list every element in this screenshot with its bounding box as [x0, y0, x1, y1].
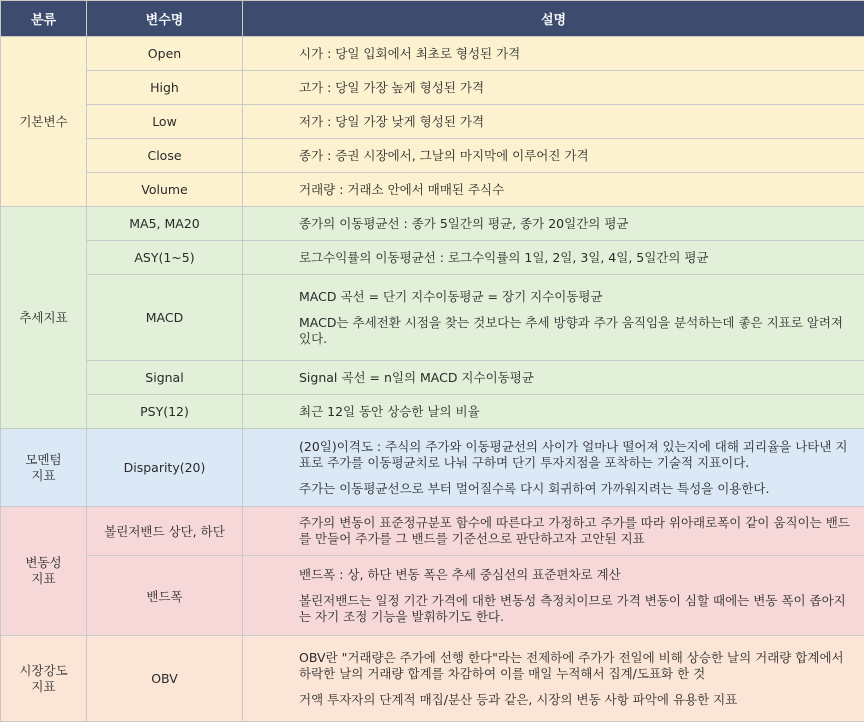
- variable-cell: Low: [87, 105, 243, 139]
- category-line: 시장강도: [19, 662, 68, 678]
- variable-cell: Open: [87, 37, 243, 71]
- description-line: 밴드폭 : 상, 하단 변동 폭은 추세 중심선의 표준편차로 계산: [299, 566, 621, 582]
- description-line: OBV란 "거래량은 주가에 선행 한다"라는 전제하에 주가가 전일에 비해 상승한 날의 거래량 합계에서 하락한 날의 거래량 합계를 차감하여 이를 매일 누적해서 집계/도표화 한 것: [299, 649, 844, 681]
- table-header: [1, 1, 864, 37]
- category-strength: [1, 636, 87, 722]
- description-line: 주가는 이동평균선으로 부터 멀어질수록 다시 회귀하여 가까워지려는 특성을 이용한다.: [299, 480, 770, 496]
- header-variable: 변수명: [87, 1, 243, 37]
- category-momentum: [1, 429, 87, 507]
- table-row: [1, 105, 864, 139]
- table-row: [1, 556, 864, 636]
- category-line: 지표: [31, 467, 56, 483]
- category-line: 변동성: [25, 555, 62, 570]
- table-row: [1, 395, 864, 429]
- table-row: [1, 37, 864, 71]
- header-description: 설명: [243, 1, 864, 37]
- variable-cell: ASY(1~5): [87, 241, 243, 275]
- description-cell: [243, 636, 864, 722]
- variable-cell: Volume: [87, 173, 243, 207]
- description-cell: 종가의 이동평균선 : 종가 5일간의 평균, 종가 20일간의 평균: [243, 207, 864, 241]
- category-trend: 추세지표: [1, 207, 87, 429]
- table-row: [1, 361, 864, 395]
- category-line: 지표: [31, 571, 56, 586]
- table-row: [1, 241, 864, 275]
- table-row: [1, 173, 864, 207]
- description-cell: [243, 275, 864, 361]
- table-row: [1, 507, 864, 556]
- variable-cell: Close: [87, 139, 243, 173]
- description-cell: 저가 : 당일 가장 낮게 형성된 가격: [243, 105, 864, 139]
- table-row: [1, 429, 864, 507]
- description-line: 볼린저밴드는 일정 기간 가격에 대한 변동성 측정치이므로 가격 변동이 심할 때에는 변동 폭이 좁아지는 자기 조정 기능을 발휘하기도 한다.: [299, 592, 846, 624]
- table-row: [1, 139, 864, 173]
- description-cell: 로그수익률의 이동평균선 : 로그수익률의 1일, 2일, 3일, 4일, 5일간의 평균: [243, 241, 864, 275]
- description-cell: 최근 12일 동안 상승한 날의 비율: [243, 395, 864, 429]
- table-row: [1, 207, 864, 241]
- table-row: [1, 275, 864, 361]
- header-category: 분류: [1, 1, 87, 37]
- variable-cell: 볼린저밴드 상단, 하단: [87, 507, 243, 556]
- variable-cell: Disparity(20): [87, 429, 243, 507]
- description-line: MACD 곡선 = 단기 지수이동평균 = 장기 지수이동평균: [299, 288, 603, 304]
- category-line: 모멘텀: [25, 451, 62, 467]
- table-row: [1, 636, 864, 722]
- variable-cell: Signal: [87, 361, 243, 395]
- variable-cell: PSY(12): [87, 395, 243, 429]
- variable-cell: High: [87, 71, 243, 105]
- variable-cell: OBV: [87, 636, 243, 722]
- table-row: [1, 71, 864, 105]
- description-cell: 종가 : 증권 시장에서, 그날의 마지막에 이루어진 가격: [243, 139, 864, 173]
- description-cell: 거래량 : 거래소 안에서 매매된 주식수: [243, 173, 864, 207]
- description-cell: 고가 : 당일 가장 높게 형성된 가격: [243, 71, 864, 105]
- description-cell: [243, 429, 864, 507]
- category-line: 지표: [31, 678, 56, 694]
- description-line: MACD는 추세전환 시점을 찾는 것보다는 추세 방향과 주가 움직임을 분석하는데 좋은 지표로 알려져 있다.: [299, 314, 844, 346]
- category-basic: 기본변수: [1, 37, 87, 207]
- description-cell: 주가의 변동이 표준정규분포 함수에 따른다고 가정하고 주가를 따라 위아래로폭이 같이 움직이는 밴드를 만들어 주가를 그 밴드를 기준선으로 판단하고자 고안된 지표: [243, 507, 864, 556]
- description-line: (20일)이격도 : 주식의 주가와 이동평균선의 사이가 얼마나 떨어져 있는지에 대해 괴리율을 나타낸 지표로 주가를 이동평균치로 나눠 구하며 단기 투자지점을 포착하는 기술적 지표이다.: [299, 438, 848, 470]
- description-line: 거액 투자자의 단계적 매집/분산 등과 같은, 시장의 변동 사항 파악에 유용한 지표: [299, 691, 738, 707]
- variable-cell: MACD: [87, 275, 243, 361]
- variable-cell: 밴드폭: [87, 556, 243, 636]
- description-cell: Signal 곡선 = n일의 MACD 지수이동평균: [243, 361, 864, 395]
- description-cell: [243, 556, 864, 636]
- description-cell: 시가 : 당일 입회에서 최초로 형성된 가격: [243, 37, 864, 71]
- variable-cell: MA5, MA20: [87, 207, 243, 241]
- category-volatility: [1, 507, 87, 636]
